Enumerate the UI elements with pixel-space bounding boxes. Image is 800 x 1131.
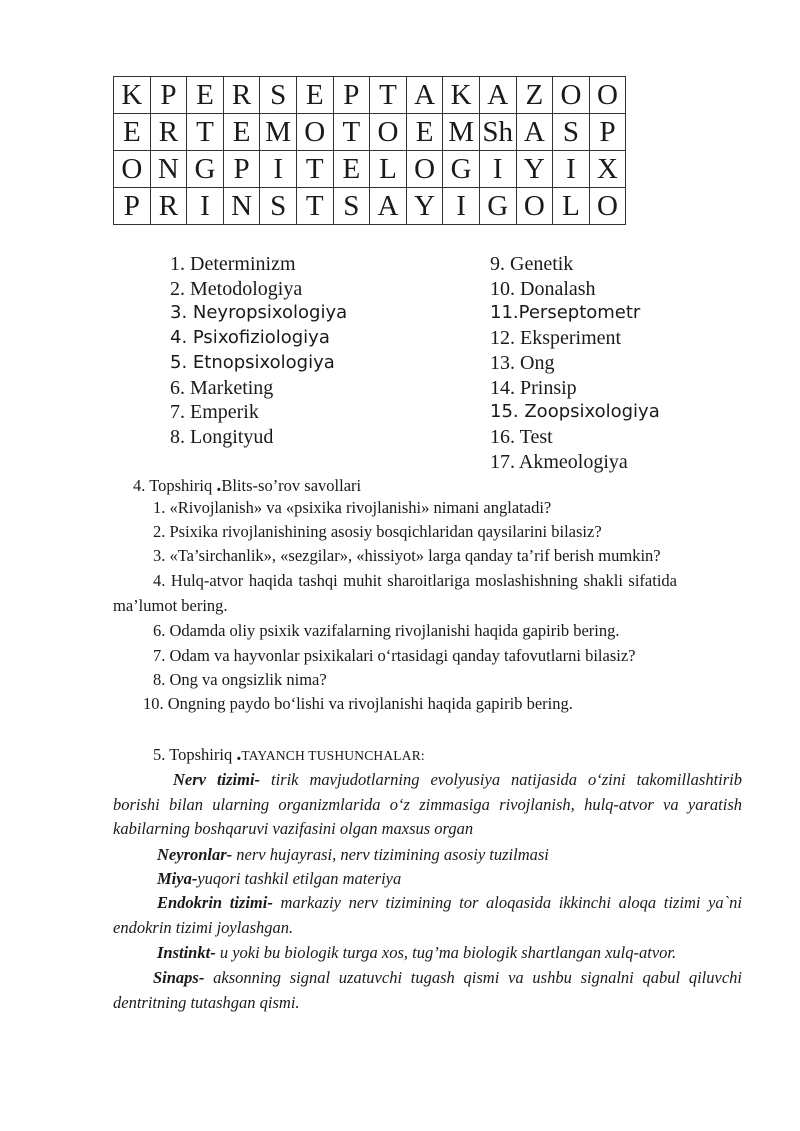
- grid-cell: S: [260, 77, 297, 114]
- letter-grid-body: [114, 77, 626, 225]
- word-list-item: 14. Prinsip: [490, 376, 577, 399]
- term-instinkt-label: Instinkt-: [157, 943, 216, 962]
- grid-cell: T: [333, 114, 370, 151]
- word-list-item: 16. Test: [490, 425, 553, 448]
- grid-cell: I: [443, 188, 480, 225]
- grid-cell: R: [150, 188, 187, 225]
- grid-cell: E: [114, 114, 151, 151]
- grid-cell: R: [223, 77, 260, 114]
- word-list-item: 10. Donalash: [490, 277, 596, 300]
- grid-cell: M: [443, 114, 480, 151]
- grid-cell: O: [370, 114, 407, 151]
- word-list-item: 7. Emperik: [170, 401, 259, 424]
- grid-row: [114, 151, 626, 188]
- grid-cell: N: [150, 151, 187, 188]
- question-2: 2. Psixika rivojlanishining asosiy bosqichlaridan qaysilarini bilasiz?: [153, 522, 602, 541]
- task5-title: TAYANCH TUSHUNCHALAR:: [241, 748, 425, 763]
- grid-cell: S: [553, 114, 590, 151]
- word-list-item: 4. Psixofiziologiya: [170, 327, 330, 349]
- word-list-item: 8. Longityud: [170, 425, 274, 448]
- grid-cell: E: [223, 114, 260, 151]
- grid-cell: G: [443, 151, 480, 188]
- term-nerv-definition: tirik mavjudotlarning evolyusiya natijasida o‘zini takomillashtirib borishi bilan ularning organizmlarida o‘z zimmasiga rivojlanish, hulq-atvor va yaratish kabilarning boshqaruvi vazifasini olgan maxsus organ: [113, 770, 742, 839]
- grid-cell: O: [589, 188, 626, 225]
- grid-cell: I: [260, 151, 297, 188]
- grid-cell: Y: [406, 188, 443, 225]
- word-list-item: 3. Neyropsixologiya: [170, 302, 348, 324]
- grid-cell: I: [187, 188, 224, 225]
- grid-cell: S: [260, 188, 297, 225]
- term-miya-label: Miya-: [157, 869, 198, 888]
- grid-cell: E: [187, 77, 224, 114]
- grid-cell: P: [114, 188, 151, 225]
- grid-cell: P: [333, 77, 370, 114]
- grid-cell: Z: [516, 77, 553, 114]
- question-4-line1: 4. Hulq-atvor haqida tashqi muhit sharoitlariga moslashishning shakli sifatida: [153, 571, 677, 590]
- question-10: 10. Ongning paydo bo‘lishi va rivojlanishi haqida gapirib bering.: [143, 694, 573, 713]
- term-neyronlar-definition: nerv hujayrasi, nerv tizimining asosiy tuzilmasi: [232, 845, 549, 864]
- word-list-item: 6. Marketing: [170, 376, 274, 399]
- letter-grid: [113, 76, 626, 225]
- question-3: 3. «Ta’sirchanlik», «sezgilar», «hissiyot» larga qanday ta’rif berish mumkin?: [153, 546, 661, 565]
- grid-cell: O: [553, 77, 590, 114]
- grid-cell: P: [150, 77, 187, 114]
- term-endokrin: [113, 891, 742, 940]
- task5-prefix: 5. Topshiriq: [153, 745, 237, 764]
- term-nerv: [113, 768, 742, 842]
- term-sinaps-label: Sinaps-: [153, 968, 205, 987]
- grid-cell: T: [370, 77, 407, 114]
- question-6: 6. Odamda oliy psixik vazifalarning rivojlanishi haqida gapirib bering.: [153, 621, 620, 640]
- word-list-item: 11.Perseptometr: [490, 302, 641, 324]
- grid-cell: K: [443, 77, 480, 114]
- question-8: 8. Ong va ongsizlik nima?: [153, 670, 327, 689]
- grid-row: [114, 114, 626, 151]
- grid-cell: E: [296, 77, 333, 114]
- task4-title: Blits-so’rov savollari: [221, 476, 362, 495]
- term-neyronlar-label: Neyronlar-: [157, 845, 233, 864]
- grid-cell: O: [406, 151, 443, 188]
- grid-cell: A: [479, 77, 516, 114]
- task5-heading: [153, 743, 425, 766]
- term-sinaps-definition: aksonning signal uzatuvchi tugash qismi va ushbu signalni qabul qiluvchi dentritning tutashgan qismi.: [113, 968, 742, 1012]
- grid-cell: O: [114, 151, 151, 188]
- question-4-line2: ma’lumot bering.: [113, 596, 228, 615]
- grid-cell: Y: [516, 151, 553, 188]
- grid-cell: A: [516, 114, 553, 151]
- task5-dot: .: [236, 743, 242, 765]
- grid-cell: A: [406, 77, 443, 114]
- term-endokrin-definition: markaziy nerv tizimining tor aloqasida ikkinchi aloqa tizimi ya`ni endokrin tizimi joylashgan.: [113, 893, 742, 937]
- grid-cell: O: [296, 114, 333, 151]
- grid-cell: O: [589, 77, 626, 114]
- grid-cell: L: [370, 151, 407, 188]
- grid-cell: O: [516, 188, 553, 225]
- term-instinkt-definition: u yoki bu biologik turga xos, tug’ma biologik shartlangan xulq-atvor.: [215, 943, 677, 962]
- grid-cell: I: [479, 151, 516, 188]
- grid-cell: G: [479, 188, 516, 225]
- grid-cell: T: [296, 151, 333, 188]
- term-neyronlar: [157, 843, 742, 868]
- question-7: 7. Odam va hayvonlar psixikalari o‘rtasidagi qanday tafovutlarni bilasiz?: [153, 646, 636, 665]
- grid-cell: A: [370, 188, 407, 225]
- word-list-item: 2. Metodologiya: [170, 277, 303, 300]
- grid-cell: T: [296, 188, 333, 225]
- word-list-item: 5. Etnopsixologiya: [170, 351, 335, 373]
- task4-prefix: 4. Topshiriq: [133, 476, 217, 495]
- grid-cell: E: [406, 114, 443, 151]
- grid-cell: T: [187, 114, 224, 151]
- term-nerv-label: Nerv tizimi-: [173, 770, 261, 789]
- grid-cell: I: [553, 151, 590, 188]
- word-list-item: 12. Eksperiment: [490, 327, 622, 350]
- grid-cell: X: [589, 151, 626, 188]
- grid-cell: E: [333, 151, 370, 188]
- grid-row: [114, 77, 626, 114]
- word-list-item: 13. Ong: [490, 351, 555, 374]
- grid-cell: S: [333, 188, 370, 225]
- word-list-item: 17. Akmeologiya: [490, 450, 628, 473]
- term-miya-definition: yuqori tashkil etilgan materiya: [197, 869, 402, 888]
- term-endokrin-label: Endokrin tizimi-: [157, 893, 273, 912]
- grid-row: [114, 188, 626, 225]
- task4-heading: [133, 474, 361, 497]
- question-1: 1. «Rivojlanish» va «psixika rivojlanishi» nimani anglatadi?: [153, 498, 552, 517]
- term-instinkt: [157, 941, 747, 966]
- grid-cell: G: [187, 151, 224, 188]
- grid-cell: P: [589, 114, 626, 151]
- grid-cell: R: [150, 114, 187, 151]
- task4-dot: .: [216, 474, 222, 496]
- word-list-left: [170, 252, 347, 450]
- word-list-item: 1. Determinizm: [170, 253, 296, 275]
- word-list-right: [490, 252, 660, 474]
- term-miya: [157, 867, 742, 892]
- grid-cell: N: [223, 188, 260, 225]
- term-sinaps: [113, 966, 742, 1015]
- word-list-item: 9. Genetik: [490, 253, 574, 275]
- grid-cell: K: [114, 77, 151, 114]
- grid-cell: L: [553, 188, 590, 225]
- word-list-item: 15. Zoopsixologiya: [490, 401, 660, 423]
- grid-cell: Sh: [479, 114, 516, 151]
- grid-cell: P: [223, 151, 260, 188]
- grid-cell: M: [260, 114, 297, 151]
